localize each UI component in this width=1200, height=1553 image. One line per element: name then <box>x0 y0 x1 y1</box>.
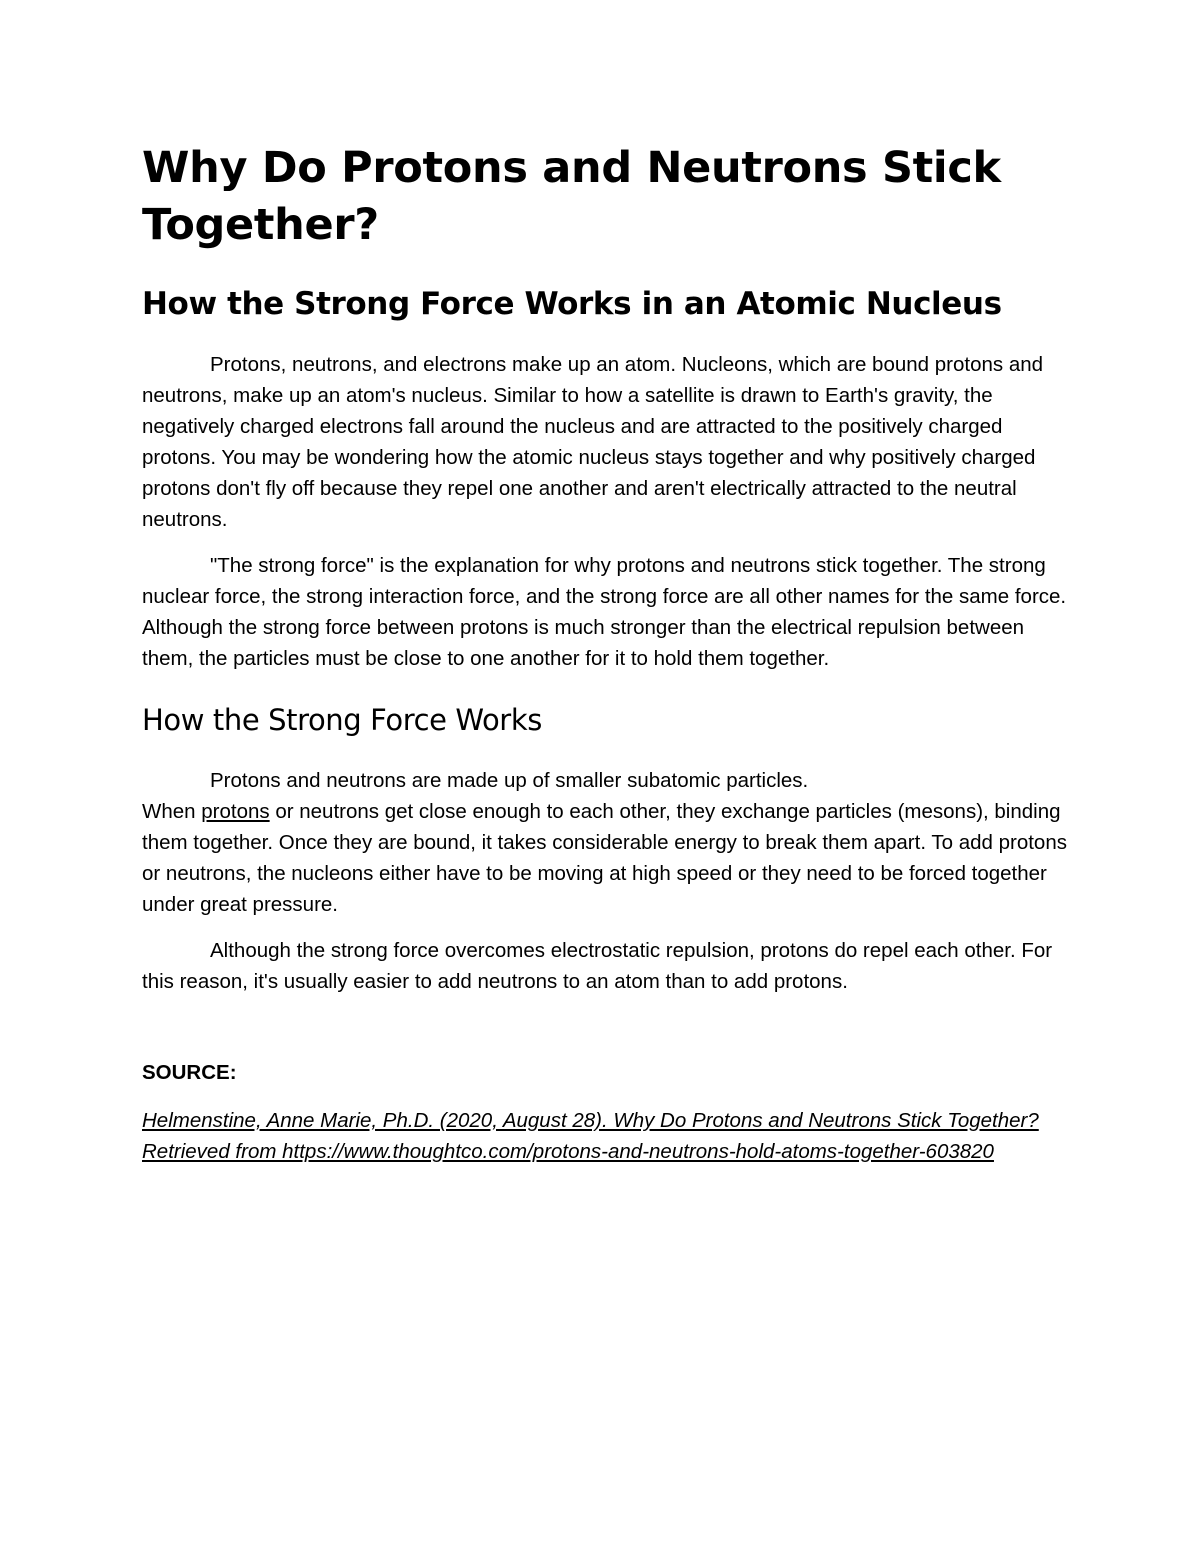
source-label: SOURCE: <box>142 1061 237 1084</box>
paragraph-electrostatic-repulsion: Although the strong force overcomes electrostatic repulsion, protons do repel each other. For this reason, it's usually easier to add neutrons to an atom than to add protons. <box>142 939 1053 993</box>
paragraph-line: Protons and neutrons are made up of smaller subatomic particles. <box>210 769 809 792</box>
paragraph-text: When <box>142 800 202 823</box>
paragraph-text: or neutrons get close enough to each other, they exchange particles (mesons), binding them together. Once they are bound, it takes considerable energy to break them apart. To add protons or neutrons, the nucleons either have to be moving at high speed or they need to be forced together under great pressure. <box>142 800 1067 916</box>
source-citation-link[interactable]: Helmenstine, Anne Marie, Ph.D. (2020, August 28). Why Do Protons and Neutrons Stick Together? Retrieved from https://www.thoughtco.com/protons-and-neutrons-hold-atoms-together-603820 <box>142 1109 1039 1163</box>
document-page <box>142 140 1072 1167</box>
paragraph-subatomic-particles <box>142 765 1072 920</box>
document-title: Why Do Protons and Neutrons Stick Together? <box>142 143 1001 250</box>
paragraph-atom-composition: Protons, neutrons, and electrons make up an atom. Nucleons, which are bound protons and neutrons, make up an atom's nucleus. Similar to how a satellite is drawn to Earth's gravity, the negatively charged electrons fall around the nucleus and are attracted to the positively charged protons. You may be wondering how the atomic nucleus stays together and why positively charged protons don't fly off because they repel one another and aren't electrically attracted to the neutral neutrons. <box>142 353 1044 531</box>
protons-link[interactable]: protons <box>201 800 270 823</box>
section-heading-atomic-nucleus: How the Strong Force Works in an Atomic Nucleus <box>142 286 1002 322</box>
section-heading-strong-force: How the Strong Force Works <box>142 703 542 737</box>
paragraph-strong-force-explanation: "The strong force" is the explanation for why protons and neutrons stick together. The strong nuclear force, the strong interaction force, and the strong force are all other names for the same force. Although the strong force between protons is much stronger than the electrical repulsion between them, the particles must be close to one another for it to hold them together. <box>142 554 1067 670</box>
